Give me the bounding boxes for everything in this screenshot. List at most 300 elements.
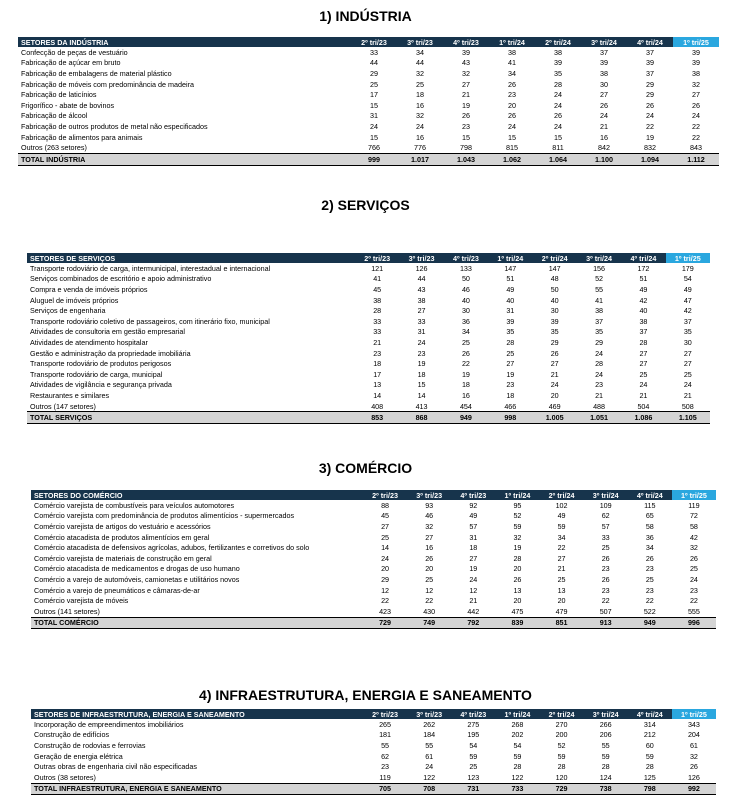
value-cell: 25 bbox=[557, 574, 566, 584]
value-cell: 40 bbox=[506, 295, 515, 305]
value-cell: 729 bbox=[363, 617, 407, 629]
table-servicos bbox=[27, 253, 710, 424]
value-cell: 27 bbox=[600, 90, 608, 100]
value-cell: 39 bbox=[646, 58, 654, 68]
table-row bbox=[18, 89, 719, 100]
value-cell: 798 bbox=[628, 783, 672, 795]
value-cell: 705 bbox=[363, 783, 407, 795]
value-cell: 38 bbox=[508, 47, 516, 57]
value-cell: 35 bbox=[595, 327, 604, 337]
value-cell: 21 bbox=[595, 390, 604, 400]
sector-name-cell: Transporte rodoviário coletivo de passageiros, com itinerário fixo, municipal bbox=[30, 316, 270, 326]
value-cell: 59 bbox=[601, 751, 610, 761]
value-cell: 46 bbox=[461, 284, 470, 294]
value-cell: 913 bbox=[584, 617, 628, 629]
value-cell: 35 bbox=[554, 68, 562, 78]
value-cell: 26 bbox=[508, 111, 516, 121]
table-row bbox=[18, 121, 719, 132]
value-cell: 413 bbox=[399, 401, 443, 412]
value-cell: 998 bbox=[488, 412, 532, 424]
value-cell: 32 bbox=[513, 532, 522, 542]
value-cell: 25 bbox=[506, 348, 515, 358]
sector-name-cell: Serviços combinados de escritório e apoio administrativo bbox=[30, 274, 212, 284]
section-infraestrutura bbox=[31, 709, 716, 795]
table-row bbox=[27, 295, 710, 306]
value-cell: 26 bbox=[508, 79, 516, 89]
value-cell: 454 bbox=[444, 401, 488, 412]
table-row bbox=[27, 274, 710, 285]
sector-name-cell: Serviços de engenharia bbox=[30, 306, 106, 316]
value-cell: 20 bbox=[513, 596, 522, 606]
value-cell: 26 bbox=[692, 100, 700, 110]
value-cell: 30 bbox=[461, 306, 470, 316]
value-cell: 59 bbox=[557, 521, 566, 531]
value-cell: 35 bbox=[506, 327, 515, 337]
value-cell: 23 bbox=[645, 564, 654, 574]
value-cell: 15 bbox=[370, 100, 378, 110]
value-cell: 38 bbox=[692, 68, 700, 78]
value-cell: 184 bbox=[423, 730, 436, 740]
value-cell: 708 bbox=[407, 783, 451, 795]
value-cell: 28 bbox=[506, 337, 515, 347]
value-cell: 21 bbox=[373, 337, 382, 347]
value-cell: 27 bbox=[692, 90, 700, 100]
value-cell: 59 bbox=[645, 751, 654, 761]
value-cell: 555 bbox=[672, 606, 716, 617]
value-cell: 39 bbox=[692, 58, 700, 68]
quarter-column-header: 2º tri/24 bbox=[540, 490, 584, 500]
value-cell: 49 bbox=[506, 284, 515, 294]
table-row bbox=[18, 47, 719, 58]
value-cell: 23 bbox=[645, 585, 654, 595]
value-cell: 16 bbox=[461, 390, 470, 400]
value-cell: 266 bbox=[599, 719, 612, 729]
value-cell: 27 bbox=[506, 359, 515, 369]
value-cell: 21 bbox=[557, 564, 566, 574]
value-cell: 47 bbox=[683, 295, 692, 305]
sector-name-cell: Geração de energia elétrica bbox=[34, 751, 123, 761]
value-cell: 24 bbox=[595, 348, 604, 358]
quarter-column-header: 1º tri/25 bbox=[672, 709, 716, 719]
value-cell: 18 bbox=[469, 543, 478, 553]
value-cell: 40 bbox=[639, 306, 648, 316]
value-cell: 122 bbox=[407, 772, 451, 783]
value-cell: 22 bbox=[645, 596, 654, 606]
value-cell: 41 bbox=[595, 295, 604, 305]
value-cell: 996 bbox=[672, 617, 716, 629]
value-cell: 15 bbox=[370, 132, 378, 142]
others-row bbox=[18, 142, 719, 153]
value-cell: 26 bbox=[425, 553, 434, 563]
value-cell: 20 bbox=[381, 564, 390, 574]
value-cell: 20 bbox=[508, 100, 516, 110]
sector-name-cell: Comércio a varejo de pneumáticos e câmaras-de-ar bbox=[34, 585, 200, 595]
value-cell: 24 bbox=[416, 121, 424, 131]
value-cell: 22 bbox=[692, 132, 700, 142]
value-cell: 172 bbox=[637, 263, 650, 273]
value-cell: 42 bbox=[639, 295, 648, 305]
value-cell: 12 bbox=[381, 585, 390, 595]
value-cell: 49 bbox=[469, 511, 478, 521]
value-cell: 19 bbox=[462, 100, 470, 110]
value-cell: 133 bbox=[459, 263, 472, 273]
value-cell: 49 bbox=[639, 284, 648, 294]
sector-column-header: SETORES DO COMÉRCIO bbox=[31, 490, 363, 500]
value-cell: 508 bbox=[666, 401, 710, 412]
value-cell: 14 bbox=[381, 543, 390, 553]
value-cell: 179 bbox=[681, 263, 694, 273]
quarter-column-header: 4º tri/23 bbox=[451, 709, 495, 719]
quarter-column-header: 3º tri/23 bbox=[407, 490, 451, 500]
value-cell: 28 bbox=[639, 337, 648, 347]
sector-name-cell: Frigorífico - abate de bovinos bbox=[21, 100, 115, 110]
value-cell: 32 bbox=[425, 521, 434, 531]
value-cell: 23 bbox=[417, 348, 426, 358]
sector-name-cell: Restaurantes e similares bbox=[30, 390, 110, 400]
quarter-column-header: 4º tri/23 bbox=[443, 37, 489, 47]
table-row bbox=[31, 740, 716, 751]
value-cell: 265 bbox=[379, 719, 392, 729]
value-cell: 27 bbox=[557, 553, 566, 563]
sector-name-cell: Atividades de vigilância e segurança privada bbox=[30, 380, 172, 390]
value-cell: 27 bbox=[639, 348, 648, 358]
table-row bbox=[31, 521, 716, 532]
value-cell: 22 bbox=[381, 596, 390, 606]
value-cell: 24 bbox=[692, 111, 700, 121]
value-cell: 26 bbox=[600, 100, 608, 110]
value-cell: 949 bbox=[628, 617, 672, 629]
value-cell: 268 bbox=[511, 719, 524, 729]
sector-name-cell: Outros (263 setores) bbox=[18, 142, 351, 153]
value-cell: 57 bbox=[601, 521, 610, 531]
value-cell: 95 bbox=[513, 500, 522, 510]
section-title-comercio: 3) COMÉRCIO bbox=[318, 460, 413, 476]
table-row bbox=[27, 358, 710, 369]
value-cell: 54 bbox=[513, 740, 522, 750]
table-row bbox=[31, 553, 716, 564]
value-cell: 121 bbox=[371, 263, 384, 273]
value-cell: 842 bbox=[581, 142, 627, 153]
value-cell: 52 bbox=[557, 740, 566, 750]
value-cell: 58 bbox=[689, 521, 698, 531]
quarter-column-header: 4º tri/24 bbox=[627, 37, 673, 47]
table-row bbox=[18, 100, 719, 111]
value-cell: 21 bbox=[469, 596, 478, 606]
value-cell: 26 bbox=[601, 574, 610, 584]
value-cell: 262 bbox=[423, 719, 436, 729]
value-cell: 32 bbox=[692, 79, 700, 89]
value-cell: 27 bbox=[550, 359, 559, 369]
sector-name-cell: Fabricação de alimentos para animais bbox=[21, 132, 143, 142]
value-cell: 31 bbox=[469, 532, 478, 542]
sector-name-cell: Incorporação de empreendimentos imobiliários bbox=[34, 719, 184, 729]
value-cell: 25 bbox=[683, 369, 692, 379]
sector-name-cell: Construção de rodovias e ferrovias bbox=[34, 740, 146, 750]
value-cell: 475 bbox=[495, 606, 539, 617]
value-cell: 43 bbox=[462, 58, 470, 68]
table-header-row bbox=[27, 253, 710, 263]
table-header-row bbox=[18, 37, 719, 47]
value-cell: 34 bbox=[645, 543, 654, 553]
value-cell: 28 bbox=[595, 359, 604, 369]
quarter-column-header: 2º tri/24 bbox=[540, 709, 584, 719]
table-row bbox=[31, 500, 716, 511]
value-cell: 29 bbox=[595, 337, 604, 347]
value-cell: 1.051 bbox=[577, 412, 621, 424]
value-cell: 32 bbox=[416, 111, 424, 121]
table-row bbox=[31, 532, 716, 543]
value-cell: 25 bbox=[381, 532, 390, 542]
value-cell: 59 bbox=[469, 751, 478, 761]
value-cell: 24 bbox=[469, 574, 478, 584]
value-cell: 22 bbox=[557, 543, 566, 553]
value-cell: 738 bbox=[584, 783, 628, 795]
value-cell: 26 bbox=[645, 553, 654, 563]
value-cell: 442 bbox=[451, 606, 495, 617]
value-cell: 28 bbox=[373, 306, 382, 316]
value-cell: 33 bbox=[601, 532, 610, 542]
value-cell: 24 bbox=[683, 380, 692, 390]
value-cell: 798 bbox=[443, 142, 489, 153]
table-row bbox=[31, 751, 716, 762]
value-cell: 26 bbox=[554, 111, 562, 121]
value-cell: 23 bbox=[506, 380, 515, 390]
value-cell: 18 bbox=[506, 390, 515, 400]
value-cell: 27 bbox=[462, 79, 470, 89]
sector-name-cell: Outros (141 setores) bbox=[31, 606, 363, 617]
value-cell: 120 bbox=[540, 772, 584, 783]
value-cell: 776 bbox=[397, 142, 443, 153]
value-cell: 50 bbox=[550, 284, 559, 294]
table-row bbox=[31, 585, 716, 596]
sector-name-cell: Outros (38 setores) bbox=[31, 772, 363, 783]
table-row bbox=[18, 111, 719, 122]
others-row bbox=[31, 772, 716, 783]
value-cell: 522 bbox=[628, 606, 672, 617]
value-cell: 29 bbox=[646, 90, 654, 100]
value-cell: 28 bbox=[513, 762, 522, 772]
table-row bbox=[31, 730, 716, 741]
value-cell: 839 bbox=[495, 617, 539, 629]
quarter-column-header: 2º tri/23 bbox=[355, 253, 399, 263]
others-row bbox=[27, 401, 710, 412]
value-cell: 122 bbox=[495, 772, 539, 783]
value-cell: 811 bbox=[535, 142, 581, 153]
sector-name-cell: Fabricação de açúcar em bruto bbox=[21, 58, 121, 68]
table-row bbox=[27, 337, 710, 348]
value-cell: 33 bbox=[370, 47, 378, 57]
value-cell: 1.086 bbox=[621, 412, 665, 424]
quarter-column-header: 1º tri/24 bbox=[495, 490, 539, 500]
value-cell: 17 bbox=[370, 90, 378, 100]
value-cell: 27 bbox=[683, 359, 692, 369]
value-cell: 27 bbox=[683, 348, 692, 358]
quarter-column-header: 1º tri/25 bbox=[673, 37, 719, 47]
sector-name-cell: Comércio varejista com predominância de produtos alimentícios - supermercados bbox=[34, 511, 295, 521]
value-cell: 38 bbox=[600, 68, 608, 78]
sector-column-header: SETORES DE SERVIÇOS bbox=[27, 253, 355, 263]
value-cell: 38 bbox=[554, 47, 562, 57]
value-cell: 1.094 bbox=[627, 153, 673, 165]
value-cell: 469 bbox=[533, 401, 577, 412]
value-cell: 54 bbox=[683, 274, 692, 284]
value-cell: 26 bbox=[462, 111, 470, 121]
value-cell: 868 bbox=[399, 412, 443, 424]
value-cell: 992 bbox=[672, 783, 716, 795]
quarter-column-header: 2º tri/24 bbox=[533, 253, 577, 263]
value-cell: 55 bbox=[425, 740, 434, 750]
table-row bbox=[31, 542, 716, 553]
value-cell: 19 bbox=[469, 564, 478, 574]
value-cell: 466 bbox=[488, 401, 532, 412]
value-cell: 17 bbox=[373, 369, 382, 379]
value-cell: 26 bbox=[513, 574, 522, 584]
value-cell: 28 bbox=[513, 553, 522, 563]
value-cell: 32 bbox=[462, 68, 470, 78]
value-cell: 23 bbox=[381, 762, 390, 772]
value-cell: 21 bbox=[462, 90, 470, 100]
quarter-column-header: 3º tri/24 bbox=[584, 490, 628, 500]
value-cell: 206 bbox=[599, 730, 612, 740]
value-cell: 46 bbox=[425, 511, 434, 521]
value-cell: 34 bbox=[461, 327, 470, 337]
value-cell: 37 bbox=[683, 316, 692, 326]
value-cell: 26 bbox=[550, 348, 559, 358]
value-cell: 23 bbox=[373, 348, 382, 358]
quarter-column-header: 2º tri/23 bbox=[363, 709, 407, 719]
value-cell: 22 bbox=[692, 121, 700, 131]
table-infraestrutura bbox=[31, 709, 716, 795]
value-cell: 55 bbox=[381, 740, 390, 750]
sector-name-cell: Comércio atacadista de medicamentos e drogas de uso humano bbox=[34, 564, 240, 574]
quarter-column-header: 4º tri/23 bbox=[451, 490, 495, 500]
sector-name-cell: Comércio varejista de materiais de construção em geral bbox=[34, 553, 212, 563]
table-row bbox=[31, 511, 716, 522]
value-cell: 430 bbox=[407, 606, 451, 617]
value-cell: 18 bbox=[461, 380, 470, 390]
quarter-column-header: 1º tri/25 bbox=[666, 253, 710, 263]
sector-name-cell: TOTAL SERVIÇOS bbox=[27, 412, 355, 424]
value-cell: 45 bbox=[373, 284, 382, 294]
value-cell: 37 bbox=[639, 327, 648, 337]
table-row bbox=[31, 761, 716, 772]
value-cell: 42 bbox=[683, 306, 692, 316]
sector-name-cell: Fabricação de móveis com predominância de madeira bbox=[21, 79, 194, 89]
value-cell: 21 bbox=[639, 390, 648, 400]
value-cell: 18 bbox=[416, 90, 424, 100]
value-cell: 1.005 bbox=[533, 412, 577, 424]
value-cell: 45 bbox=[381, 511, 390, 521]
value-cell: 44 bbox=[416, 58, 424, 68]
value-cell: 749 bbox=[407, 617, 451, 629]
value-cell: 124 bbox=[584, 772, 628, 783]
value-cell: 729 bbox=[540, 783, 584, 795]
value-cell: 37 bbox=[595, 316, 604, 326]
value-cell: 39 bbox=[550, 316, 559, 326]
value-cell: 15 bbox=[417, 380, 426, 390]
table-row bbox=[27, 316, 710, 327]
value-cell: 26 bbox=[646, 100, 654, 110]
section-comercio bbox=[31, 490, 716, 629]
value-cell: 44 bbox=[417, 274, 426, 284]
value-cell: 18 bbox=[373, 359, 382, 369]
value-cell: 119 bbox=[363, 772, 407, 783]
value-cell: 24 bbox=[689, 574, 698, 584]
table-row bbox=[31, 595, 716, 606]
value-cell: 59 bbox=[513, 751, 522, 761]
value-cell: 14 bbox=[373, 390, 382, 400]
value-cell: 16 bbox=[416, 132, 424, 142]
sector-name-cell: TOTAL INDÚSTRIA bbox=[18, 153, 351, 165]
value-cell: 1.064 bbox=[535, 153, 581, 165]
value-cell: 119 bbox=[688, 500, 700, 510]
value-cell: 1.062 bbox=[489, 153, 535, 165]
value-cell: 343 bbox=[687, 719, 700, 729]
value-cell: 27 bbox=[639, 359, 648, 369]
value-cell: 62 bbox=[381, 751, 390, 761]
table-row bbox=[27, 263, 710, 274]
sector-name-cell: Fabricação de outros produtos de metal não especificados bbox=[21, 121, 208, 131]
value-cell: 92 bbox=[469, 500, 478, 510]
sector-name-cell: Comércio varejista de combustíveis para veículos automotores bbox=[34, 500, 235, 510]
value-cell: 181 bbox=[379, 730, 392, 740]
value-cell: 16 bbox=[425, 543, 434, 553]
value-cell: 37 bbox=[600, 47, 608, 57]
value-cell: 52 bbox=[595, 274, 604, 284]
value-cell: 13 bbox=[557, 585, 566, 595]
value-cell: 19 bbox=[513, 543, 522, 553]
value-cell: 843 bbox=[673, 142, 719, 153]
value-cell: 24 bbox=[595, 369, 604, 379]
section-industria bbox=[18, 37, 719, 166]
value-cell: 19 bbox=[417, 359, 426, 369]
value-cell: 25 bbox=[469, 762, 478, 772]
value-cell: 156 bbox=[593, 263, 606, 273]
sector-name-cell: Construção de edifícios bbox=[34, 730, 110, 740]
value-cell: 13 bbox=[513, 585, 522, 595]
value-cell: 49 bbox=[557, 511, 566, 521]
value-cell: 29 bbox=[370, 68, 378, 78]
value-cell: 35 bbox=[550, 327, 559, 337]
quarter-column-header: 3º tri/24 bbox=[584, 709, 628, 719]
sector-name-cell: Gestão e administração da propriedade imobiliária bbox=[30, 348, 191, 358]
value-cell: 507 bbox=[584, 606, 628, 617]
table-row bbox=[31, 719, 716, 730]
value-cell: 147 bbox=[504, 263, 517, 273]
value-cell: 61 bbox=[689, 740, 698, 750]
section-servicos bbox=[27, 253, 710, 424]
value-cell: 22 bbox=[601, 596, 610, 606]
sector-name-cell: Aluguel de imóveis próprios bbox=[30, 295, 119, 305]
quarter-column-header: 4º tri/24 bbox=[628, 709, 672, 719]
value-cell: 22 bbox=[646, 121, 654, 131]
value-cell: 33 bbox=[373, 327, 382, 337]
sector-name-cell: Fabricação de álcool bbox=[21, 111, 88, 121]
value-cell: 72 bbox=[689, 511, 698, 521]
value-cell: 126 bbox=[672, 772, 716, 783]
value-cell: 423 bbox=[363, 606, 407, 617]
value-cell: 35 bbox=[683, 327, 692, 337]
value-cell: 15 bbox=[462, 132, 470, 142]
sector-name-cell: Comércio varejista de artigos do vestuário e acessórios bbox=[34, 521, 211, 531]
value-cell: 202 bbox=[511, 730, 524, 740]
value-cell: 38 bbox=[595, 306, 604, 316]
value-cell: 16 bbox=[600, 132, 608, 142]
value-cell: 733 bbox=[495, 783, 539, 795]
value-cell: 12 bbox=[469, 585, 478, 595]
sector-name-cell: Fabricação de embalagens de material plástico bbox=[21, 68, 172, 78]
sector-name-cell: Comércio atacadista de defensivos agrícolas, adubos, fertilizantes e corretivos do solo bbox=[34, 543, 310, 553]
